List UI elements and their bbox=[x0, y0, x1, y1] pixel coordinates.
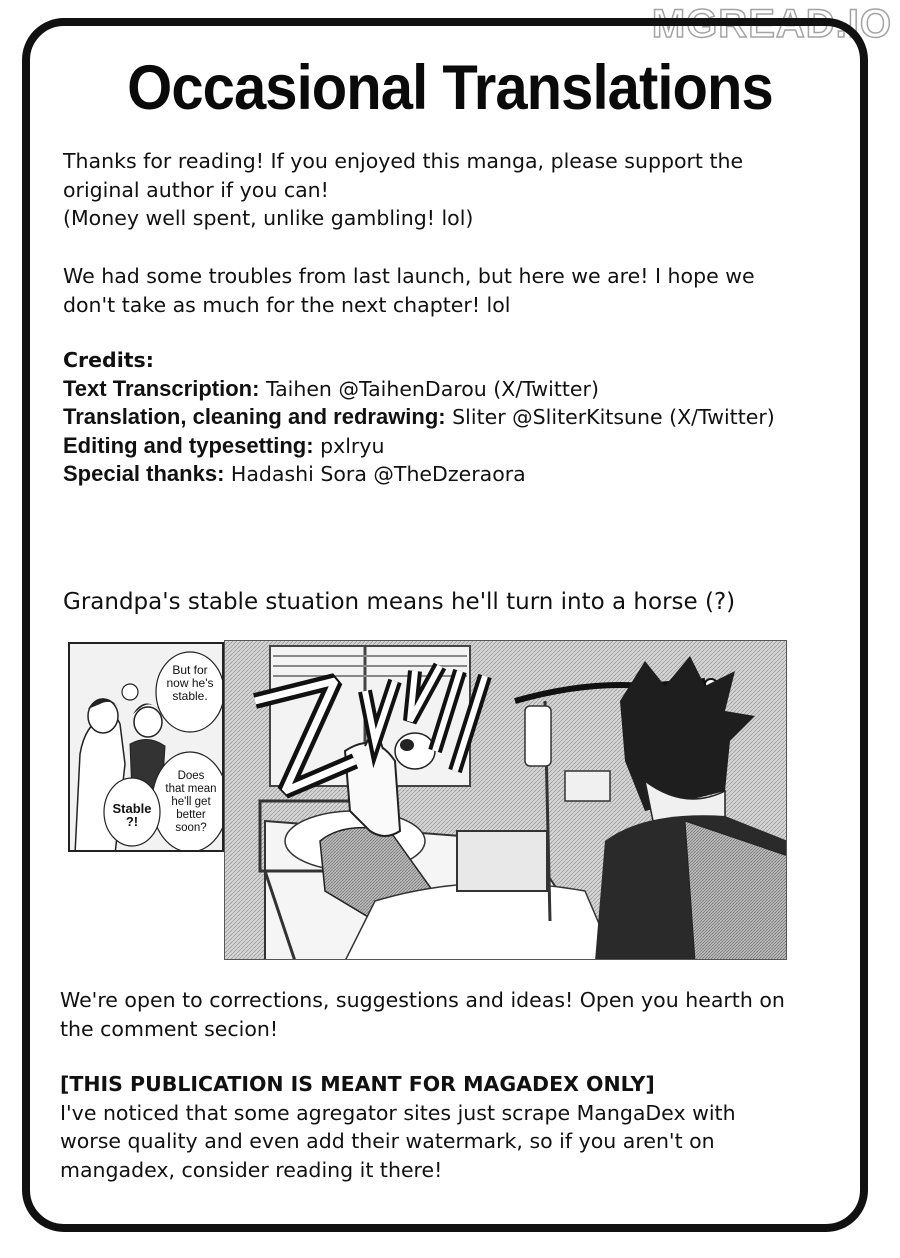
bubble-line: But for bbox=[172, 663, 208, 677]
bubble-line: now he's bbox=[166, 676, 214, 690]
intro-line: Thanks for reading! If you enjoyed this manga, please support the bbox=[63, 149, 744, 173]
credit-label: Translation, cleaning and redrawing: bbox=[63, 404, 446, 429]
bubble-line: Does bbox=[177, 770, 205, 782]
launch-note-paragraph bbox=[63, 262, 755, 319]
credit-row bbox=[63, 460, 775, 489]
credit-label: Text Transcription: bbox=[63, 375, 260, 401]
corrections-line: the comment secion! bbox=[60, 1016, 279, 1041]
credits-section bbox=[63, 346, 775, 489]
credit-label: Special thanks: bbox=[63, 461, 225, 486]
manga-panel-hospital bbox=[224, 640, 787, 960]
credit-row bbox=[63, 403, 775, 432]
credit-label: Editing and typesetting: bbox=[63, 432, 314, 458]
credit-value: Sliter @SliterKitsune (X/Twitter) bbox=[452, 405, 775, 429]
manga-panel-small bbox=[68, 642, 224, 852]
corrections-line: We're open to corrections, suggestions and ideas! Open you hearth on bbox=[60, 988, 785, 1012]
mangadex-notice bbox=[60, 1070, 736, 1184]
intro-line: original author if you can! bbox=[63, 177, 329, 202]
speech-bubble-shout bbox=[106, 802, 158, 828]
credit-value: Taihen @TaihenDarou (X/Twitter) bbox=[265, 376, 599, 401]
credit-row bbox=[63, 432, 775, 461]
intro-paragraph bbox=[63, 147, 743, 233]
credit-value: pxlryu bbox=[320, 433, 385, 458]
speech-bubble-better bbox=[156, 770, 224, 835]
bubble-line: he'll get bbox=[171, 796, 211, 808]
credits-heading: Credits: bbox=[63, 348, 154, 372]
bubble-line: ?! bbox=[125, 814, 139, 829]
note-line: We had some troubles from last launch, but here we are! I hope we bbox=[63, 264, 755, 288]
hospital-scene-art bbox=[225, 641, 787, 960]
page-title: Occasional Translations bbox=[127, 53, 773, 123]
bubble-line: soon? bbox=[175, 822, 207, 834]
bubble-line: better bbox=[176, 809, 206, 821]
credit-value: Hadashi Sora @TheDzeraora bbox=[230, 462, 526, 486]
notice-line: I've noticed that some agregator sites just scrape MangaDex with bbox=[60, 1100, 736, 1125]
site-watermark: MGREAD.IO bbox=[651, 2, 892, 46]
credit-row bbox=[63, 375, 775, 404]
notice-heading: [THIS PUBLICATION IS MEANT FOR MAGADEX ONLY] bbox=[60, 1072, 655, 1096]
corrections-paragraph bbox=[60, 986, 785, 1043]
bubble-line: Stable bbox=[112, 801, 152, 816]
bubble-line: stable. bbox=[172, 689, 208, 703]
notice-line: mangadex, consider reading it there! bbox=[60, 1157, 443, 1182]
notice-line: worse quality and even add their watermark, so if you aren't on bbox=[60, 1129, 715, 1153]
intro-line: (Money well spent, unlike gambling! lol) bbox=[63, 206, 474, 230]
bubble-line: that mean bbox=[165, 783, 217, 795]
speech-bubble-stable bbox=[158, 664, 222, 703]
image-caption: Grandpa's stable stuation means he'll turn into a horse (?) bbox=[63, 589, 736, 615]
note-line: don't take as much for the next chapter! lol bbox=[63, 292, 511, 317]
